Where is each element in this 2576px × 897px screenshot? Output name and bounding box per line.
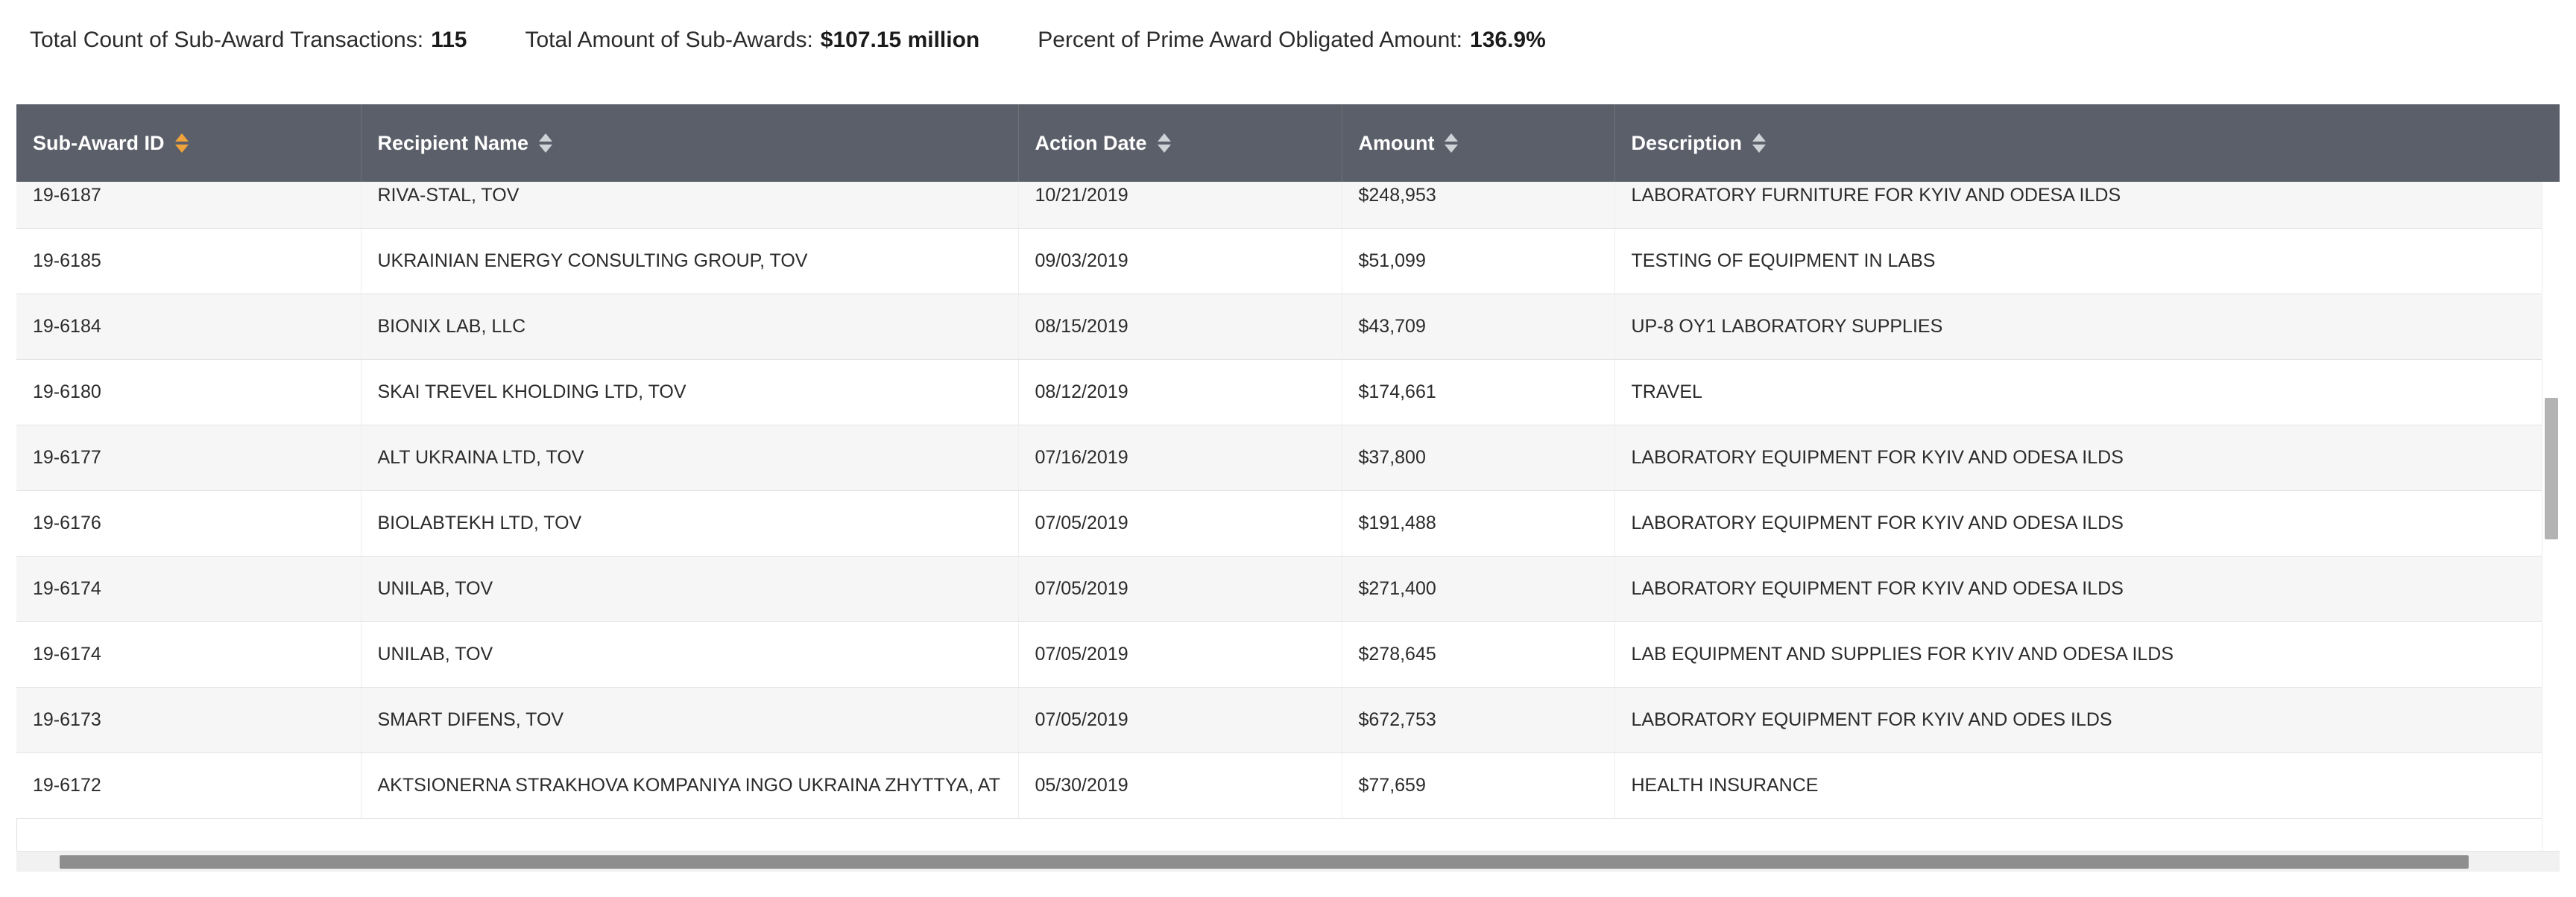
top-divider [0,0,2576,1]
summary-value-total-count: 115 [431,28,467,52]
sort-icon-amount[interactable] [1445,133,1458,153]
table-row[interactable] [16,228,2560,294]
cell-description: LABORATORY EQUIPMENT FOR KYIV AND ODES ILDS [1614,687,2560,752]
cell-description: TRAVEL [1614,359,2560,425]
table-row[interactable] [16,359,2560,425]
table-row[interactable] [16,752,2560,818]
summary-value-percent-obligated: 136.9% [1470,28,1546,52]
cell-action-date: 08/15/2019 [1018,294,1342,359]
summary-item-percent-obligated [1038,28,1546,53]
cell-description: UP-8 OY1 LABORATORY SUPPLIES [1614,294,2560,359]
cell-recipient-name: ALT UKRAINA LTD, TOV [361,425,1018,490]
cell-recipient-name: UNILAB, TOV [361,621,1018,687]
cell-action-date: 08/12/2019 [1018,359,1342,425]
cell-amount: $43,709 [1342,294,1614,359]
column-header-label-description: Description [1631,131,1743,154]
subawards-table-container [16,104,2560,872]
cell-action-date: 07/05/2019 [1018,556,1342,621]
table-row[interactable] [16,556,2560,621]
sort-icon-sub-award-id[interactable] [175,133,189,153]
cell-amount: $37,800 [1342,425,1614,490]
summary-item-total-amount [525,28,979,53]
cell-action-date: 07/05/2019 [1018,490,1342,556]
cell-description: TESTING OF EQUIPMENT IN LABS [1614,228,2560,294]
cell-amount: $174,661 [1342,359,1614,425]
table-row[interactable] [16,621,2560,687]
table-row[interactable] [16,687,2560,752]
column-header-action-date[interactable] [1018,104,1342,182]
cell-amount: $248,953 [1342,182,1614,228]
horizontal-scrollbar-thumb[interactable] [60,855,2469,869]
cell-sub-award-id: 19-6173 [16,687,361,752]
column-header-description[interactable] [1614,104,2560,182]
column-header-sub-award-id[interactable] [16,104,361,182]
table-header-row [16,104,2560,182]
table-row[interactable] [16,425,2560,490]
cell-recipient-name: SKAI TREVEL KHOLDING LTD, TOV [361,359,1018,425]
cell-sub-award-id: 19-6174 [16,621,361,687]
cell-amount: $51,099 [1342,228,1614,294]
summary-label-percent-obligated: Percent of Prime Award Obligated Amount: [1038,28,1463,52]
horizontal-scrollbar[interactable] [16,851,2560,872]
cell-action-date: 05/30/2019 [1018,752,1342,818]
column-header-label-sub-award-id: Sub-Award ID [33,131,165,154]
summary-bar [0,0,2576,63]
table-head [16,104,2560,182]
cell-recipient-name: UNILAB, TOV [361,556,1018,621]
vertical-scrollbar[interactable] [2542,182,2560,872]
cell-sub-award-id: 19-6177 [16,425,361,490]
subawards-table [16,104,2560,819]
cell-sub-award-id: 19-6184 [16,294,361,359]
cell-amount: $278,645 [1342,621,1614,687]
cell-action-date: 09/03/2019 [1018,228,1342,294]
cell-recipient-name: RIVA-STAL, TOV [361,182,1018,228]
cell-sub-award-id: 19-6174 [16,556,361,621]
sort-icon-action-date[interactable] [1158,133,1171,153]
cell-sub-award-id: 19-6176 [16,490,361,556]
cell-sub-award-id: 19-6187 [16,182,361,228]
cell-recipient-name: BIOLABTEKH LTD, TOV [361,490,1018,556]
cell-recipient-name: UKRAINIAN ENERGY CONSULTING GROUP, TOV [361,228,1018,294]
table-row[interactable] [16,490,2560,556]
cell-description: LABORATORY EQUIPMENT FOR KYIV AND ODESA ILDS [1614,425,2560,490]
summary-value-total-amount: $107.15 million [820,28,980,52]
cell-description: HEALTH INSURANCE [1614,752,2560,818]
column-header-label-amount: Amount [1358,131,1435,154]
table-scroll-area[interactable] [16,104,2560,872]
cell-description: LAB EQUIPMENT AND SUPPLIES FOR KYIV AND ODESA ILDS [1614,621,2560,687]
sort-icon-description[interactable] [1752,133,1766,153]
summary-label-total-amount: Total Amount of Sub-Awards: [525,28,813,52]
cell-description: LABORATORY FURNITURE FOR KYIV AND ODESA ILDS [1614,182,2560,228]
cell-description: LABORATORY EQUIPMENT FOR KYIV AND ODESA ILDS [1614,490,2560,556]
sort-icon-recipient-name[interactable] [539,133,552,153]
cell-recipient-name: SMART DIFENS, TOV [361,687,1018,752]
cell-action-date: 07/16/2019 [1018,425,1342,490]
cell-amount: $191,488 [1342,490,1614,556]
vertical-scrollbar-thumb[interactable] [2545,398,2558,539]
cell-action-date: 07/05/2019 [1018,687,1342,752]
table-row[interactable] [16,182,2560,228]
table-row[interactable] [16,294,2560,359]
cell-amount: $77,659 [1342,752,1614,818]
cell-action-date: 07/05/2019 [1018,621,1342,687]
summary-item-total-count [30,28,467,53]
cell-sub-award-id: 19-6172 [16,752,361,818]
cell-amount: $271,400 [1342,556,1614,621]
cell-sub-award-id: 19-6185 [16,228,361,294]
column-header-amount[interactable] [1342,104,1614,182]
table-body [16,182,2560,818]
column-header-recipient-name[interactable] [361,104,1018,182]
cell-sub-award-id: 19-6180 [16,359,361,425]
cell-amount: $672,753 [1342,687,1614,752]
cell-description: LABORATORY EQUIPMENT FOR KYIV AND ODESA ILDS [1614,556,2560,621]
cell-recipient-name: BIONIX LAB, LLC [361,294,1018,359]
column-header-label-action-date: Action Date [1035,131,1147,154]
column-header-label-recipient-name: Recipient Name [377,131,529,154]
summary-label-total-count: Total Count of Sub-Award Transactions: [30,28,424,52]
cell-recipient-name: AKTSIONERNA STRAKHOVA KOMPANIYA INGO UKRAINA ZHYTTYA, AT [361,752,1018,818]
cell-action-date: 10/21/2019 [1018,182,1342,228]
